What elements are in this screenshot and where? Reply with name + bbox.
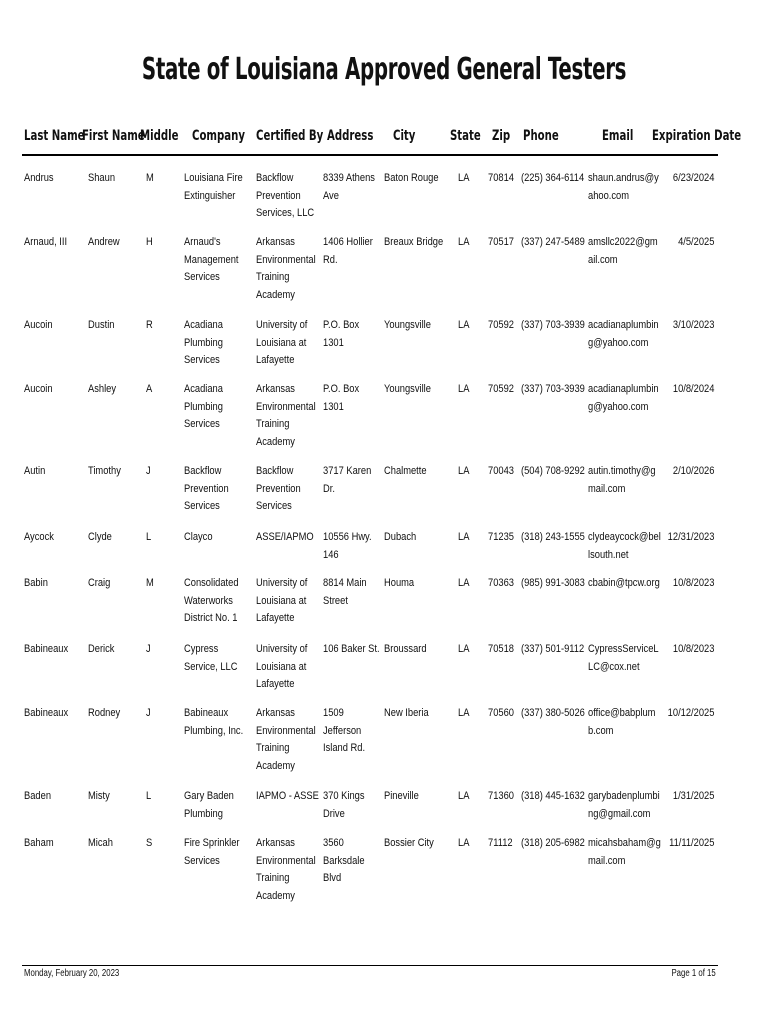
- cell-zip: 70363: [488, 577, 514, 589]
- cell-company: Clayco: [184, 531, 213, 543]
- cell-certified-by: Backflow Prevention Services: [256, 465, 301, 512]
- cell-expiration-date: 4/5/2025: [677, 236, 714, 248]
- cell-first-name: Micah: [88, 837, 113, 849]
- cell-city: Dubach: [384, 531, 417, 543]
- cell-last-name: Baham: [24, 837, 54, 849]
- cell-zip: 71360: [488, 790, 514, 802]
- cell-zip: 71112: [488, 837, 513, 849]
- cell-city: Pineville: [384, 790, 419, 802]
- cell-city: Chalmette: [384, 465, 427, 477]
- cell-zip: 70043: [488, 465, 514, 477]
- cell-phone: (337) 247-5489: [521, 236, 585, 248]
- cell-email: cbabin@tpcw.org: [588, 577, 660, 589]
- cell-expiration-date: 3/10/2023: [672, 319, 714, 331]
- cell-expiration-date: 12/31/2023: [667, 531, 714, 543]
- cell-email: micahsbaham@gmail.com: [588, 837, 661, 867]
- cell-email: amsllc2022@gmail.com: [588, 236, 658, 266]
- cell-company: Louisiana Fire Extinguisher: [184, 172, 243, 202]
- cell-certified-by: Backflow Prevention Services, LLC: [256, 172, 315, 219]
- cell-company: Babineaux Plumbing, Inc.: [184, 707, 244, 737]
- cell-phone: (337) 501-9112: [521, 643, 585, 655]
- col-header-middle: Middle: [140, 128, 179, 144]
- cell-expiration-date: 2/10/2026: [672, 465, 714, 477]
- cell-phone: (318) 445-1632: [521, 790, 585, 802]
- cell-last-name: Babineaux: [24, 643, 69, 655]
- cell-address: 370 Kings Drive: [323, 790, 365, 820]
- col-header-address: Address: [327, 128, 374, 144]
- cell-certified-by: University of Louisiana at Lafayette: [256, 577, 308, 624]
- cell-phone: (318) 205-6982: [521, 837, 585, 849]
- cell-certified-by: Arkansas Environmental Training Academy: [256, 383, 316, 448]
- cell-zip: 70592: [488, 319, 514, 331]
- cell-address: 8339 Athens Ave: [323, 172, 375, 202]
- cell-first-name: Misty: [88, 790, 110, 802]
- cell-company: Acadiana Plumbing Services: [184, 383, 223, 430]
- footer-page-number: Page 1 of 15: [671, 968, 716, 979]
- cell-first-name: Timothy: [88, 465, 121, 477]
- cell-middle: H: [146, 236, 153, 248]
- cell-first-name: Clyde: [88, 531, 112, 543]
- cell-company: Acadiana Plumbing Services: [184, 319, 223, 366]
- cell-state: LA: [458, 577, 470, 589]
- cell-email: garybadenplumbing@gmail.com: [588, 790, 660, 820]
- cell-last-name: Babineaux: [24, 707, 69, 719]
- cell-state: LA: [458, 707, 470, 719]
- cell-company: Gary Baden Plumbing: [184, 790, 234, 820]
- cell-last-name: Baden: [24, 790, 52, 802]
- cell-certified-by: IAPMO - ASSE: [256, 790, 319, 802]
- cell-email: acadianaplumbing@yahoo.com: [588, 319, 659, 349]
- cell-company: Arnaud's Management Services: [184, 236, 239, 283]
- cell-first-name: Rodney: [88, 707, 121, 719]
- cell-first-name: Dustin: [88, 319, 115, 331]
- cell-state: LA: [458, 531, 470, 543]
- col-header-expiration-date: Expiration Date: [652, 128, 742, 144]
- cell-city: Houma: [384, 577, 415, 589]
- col-header-city: City: [393, 128, 416, 144]
- cell-state: LA: [458, 643, 470, 655]
- cell-phone: (504) 708-9292: [521, 465, 585, 477]
- cell-state: LA: [458, 319, 470, 331]
- cell-certified-by: Arkansas Environmental Training Academy: [256, 707, 316, 772]
- cell-city: Youngsville: [384, 383, 431, 395]
- cell-last-name: Autin: [24, 465, 46, 477]
- cell-company: Backflow Prevention Services: [184, 465, 229, 512]
- header-rule: [22, 154, 718, 156]
- cell-middle: M: [146, 172, 154, 184]
- cell-expiration-date: 1/31/2025: [672, 790, 714, 802]
- cell-company: Consolidated Waterworks District No. 1: [184, 577, 239, 624]
- cell-company: Fire Sprinkler Services: [184, 837, 240, 867]
- cell-zip: 70560: [488, 707, 514, 719]
- cell-first-name: Derick: [88, 643, 115, 655]
- cell-phone: (337) 703-3939: [521, 383, 585, 395]
- cell-zip: 70592: [488, 383, 514, 395]
- col-header-certified-by: Certified By: [256, 128, 324, 144]
- cell-phone: (225) 364-6114: [521, 172, 585, 184]
- cell-expiration-date: 10/8/2024: [672, 383, 714, 395]
- cell-zip: 71235: [488, 531, 514, 543]
- cell-expiration-date: 10/8/2023: [672, 643, 714, 655]
- cell-first-name: Craig: [88, 577, 111, 589]
- col-header-state: State: [450, 128, 481, 144]
- cell-state: LA: [458, 465, 470, 477]
- cell-email: shaun.andrus@yahoo.com: [588, 172, 659, 202]
- cell-city: Youngsville: [384, 319, 431, 331]
- cell-phone: (337) 703-3939: [521, 319, 585, 331]
- cell-state: LA: [458, 790, 470, 802]
- cell-address: 1509 Jefferson Island Rd.: [323, 707, 366, 754]
- cell-last-name: Babin: [24, 577, 48, 589]
- cell-city: Bossier City: [384, 837, 434, 849]
- footer-date: Monday, February 20, 2023: [24, 968, 120, 979]
- cell-middle: L: [146, 531, 152, 543]
- cell-last-name: Aucoin: [24, 383, 53, 395]
- cell-city: Breaux Bridge: [384, 236, 444, 248]
- cell-first-name: Ashley: [88, 383, 117, 395]
- col-header-first-name: First Name: [82, 128, 145, 144]
- cell-middle: A: [146, 383, 153, 395]
- cell-company: Cypress Service, LLC: [184, 643, 238, 673]
- cell-last-name: Arnaud, III: [24, 236, 68, 248]
- cell-expiration-date: 10/12/2025: [667, 707, 714, 719]
- cell-address: P.O. Box 1301: [323, 319, 360, 349]
- cell-email: clydeaycock@bellsouth.net: [588, 531, 661, 561]
- cell-city: Broussard: [384, 643, 427, 655]
- cell-certified-by: University of Louisiana at Lafayette: [256, 319, 308, 366]
- cell-email: CypressServiceLLC@cox.net: [588, 643, 659, 673]
- cell-expiration-date: 11/11/2025: [668, 837, 714, 849]
- cell-phone: (337) 380-5026: [521, 707, 585, 719]
- cell-first-name: Andrew: [88, 236, 120, 248]
- col-header-phone: Phone: [523, 128, 559, 144]
- cell-address: 8814 Main Street: [323, 577, 367, 607]
- cell-city: Baton Rouge: [384, 172, 439, 184]
- cell-phone: (318) 243-1555: [521, 531, 585, 543]
- cell-middle: J: [146, 465, 151, 477]
- cell-city: New Iberia: [384, 707, 429, 719]
- cell-middle: R: [146, 319, 153, 331]
- cell-middle: J: [146, 643, 151, 655]
- cell-state: LA: [458, 837, 470, 849]
- cell-expiration-date: 10/8/2023: [672, 577, 714, 589]
- cell-address: 106 Baker St.: [323, 643, 380, 655]
- cell-middle: S: [146, 837, 153, 849]
- cell-expiration-date: 6/23/2024: [672, 172, 714, 184]
- cell-first-name: Shaun: [88, 172, 116, 184]
- cell-last-name: Andrus: [24, 172, 54, 184]
- col-header-zip: Zip: [492, 128, 511, 144]
- cell-zip: 70518: [488, 643, 514, 655]
- cell-certified-by: University of Louisiana at Lafayette: [256, 643, 308, 690]
- cell-zip: 70814: [488, 172, 514, 184]
- cell-last-name: Aucoin: [24, 319, 53, 331]
- cell-email: office@babplumb.com: [588, 707, 656, 737]
- cell-state: LA: [458, 236, 470, 248]
- cell-address: P.O. Box 1301: [323, 383, 360, 413]
- cell-middle: J: [146, 707, 151, 719]
- cell-certified-by: Arkansas Environmental Training Academy: [256, 236, 316, 301]
- footer-rule: [22, 965, 718, 966]
- cell-certified-by: Arkansas Environmental Training Academy: [256, 837, 316, 902]
- cell-phone: (985) 991-3083: [521, 577, 585, 589]
- col-header-last-name: Last Name: [24, 128, 85, 144]
- cell-email: autin.timothy@gmail.com: [588, 465, 656, 495]
- cell-last-name: Aycock: [24, 531, 54, 543]
- cell-state: LA: [458, 172, 470, 184]
- cell-address: 10556 Hwy. 146: [323, 531, 372, 561]
- cell-email: acadianaplumbing@yahoo.com: [588, 383, 659, 413]
- cell-zip: 70517: [488, 236, 514, 248]
- cell-address: 3560 Barksdale Blvd: [323, 837, 365, 884]
- cell-middle: L: [146, 790, 152, 802]
- col-header-email: Email: [602, 128, 634, 144]
- cell-address: 3717 Karen Dr.: [323, 465, 372, 495]
- cell-middle: M: [146, 577, 154, 589]
- page-title: State of Louisiana Approved General Testers: [141, 52, 627, 87]
- cell-address: 1406 Hollier Rd.: [323, 236, 373, 266]
- col-header-company: Company: [192, 128, 245, 144]
- cell-state: LA: [458, 383, 470, 395]
- cell-certified-by: ASSE/IAPMO: [256, 531, 314, 543]
